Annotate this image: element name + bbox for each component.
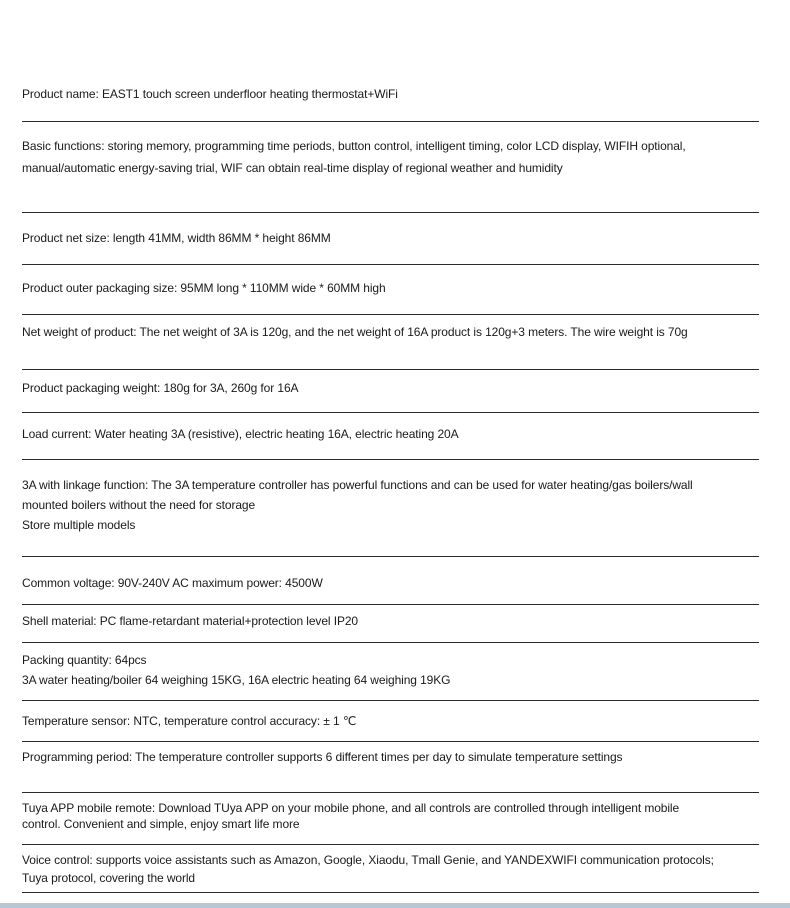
spec-line: Common voltage: 90V-240V AC maximum power: 4500W	[22, 576, 323, 590]
divider	[22, 369, 759, 370]
divider	[22, 121, 759, 122]
spec-line: Programming period: The temperature controller supports 6 different times per day to simulate temperature settings	[22, 750, 623, 764]
spec-line: Temperature sensor: NTC, temperature control accuracy: ± 1 ℃	[22, 714, 357, 728]
spec-net-size	[22, 228, 760, 248]
spec-line: Voice control: supports voice assistants such as Amazon, Google, Xiaodu, Tmall Genie, and YANDEXWIFI communication protocols;	[22, 853, 714, 867]
spec-line: Shell material: PC flame-retardant material+protection level IP20	[22, 614, 358, 628]
spec-packaging-size	[22, 278, 760, 298]
divider	[22, 604, 759, 605]
spec-line: control. Convenient and simple, enjoy smart life more	[22, 817, 300, 831]
spec-voice-control	[22, 848, 760, 888]
spec-net-weight	[22, 322, 760, 342]
spec-line: Load current: Water heating 3A (resistive), electric heating 16A, electric heating 20A	[22, 427, 459, 441]
spec-line: Packing quantity: 64pcs	[22, 653, 147, 667]
spec-voltage	[22, 573, 760, 593]
spec-line: Store multiple models	[22, 518, 136, 532]
divider	[22, 556, 759, 557]
spec-basic-functions	[22, 136, 760, 178]
divider	[22, 314, 759, 315]
spec-line: Product packaging weight: 180g for 3A, 260g for 16A	[22, 381, 299, 395]
spec-linkage-function	[22, 475, 760, 535]
spec-line: 3A water heating/boiler 64 weighing 15KG, 16A electric heating 64 weighing 19KG	[22, 673, 451, 687]
spec-line: mounted boilers without the need for storage	[22, 498, 256, 512]
spec-shell-material	[22, 611, 760, 631]
spec-packing-quantity	[22, 650, 760, 690]
spec-line: Net weight of product: The net weight of 3A is 120g, and the net weight of 16A product is 120g+3 meters. The wire weight is 70g	[22, 325, 688, 339]
divider	[22, 264, 759, 265]
divider	[22, 741, 759, 742]
divider	[22, 212, 759, 213]
spec-packaging-weight	[22, 378, 760, 398]
spec-programming-period	[22, 747, 760, 767]
spec-line: manual/automatic energy-saving trial, WIF can obtain real-time display of regional weather and humidity	[22, 161, 563, 175]
spec-line: Tuya protocol, covering the world	[22, 871, 196, 885]
spec-line: 3A with linkage function: The 3A temperature controller has powerful functions and can be used for water heating/gas boilers/wall	[22, 478, 693, 492]
spec-product-name	[22, 84, 760, 104]
spec-line: Basic functions: storing memory, programming time periods, button control, intelligent timing, color LCD display, WIFIH optional,	[22, 139, 686, 153]
divider	[22, 792, 759, 793]
divider	[22, 459, 759, 460]
spec-load-current	[22, 424, 760, 444]
spec-line: Product net size: length 41MM, width 86MM * height 86MM	[22, 231, 331, 245]
divider	[22, 642, 759, 643]
spec-line: Product outer packaging size: 95MM long * 110MM wide * 60MM high	[22, 281, 386, 295]
spec-line: Tuya APP mobile remote: Download TUya APP on your mobile phone, and all controls are controlled through intelligent mobile	[22, 801, 680, 815]
spec-line: Product name: EAST1 touch screen underfloor heating thermostat+WiFi	[22, 87, 398, 101]
divider	[22, 844, 759, 845]
divider	[22, 892, 759, 893]
divider	[22, 700, 759, 701]
bottom-edge-bar	[0, 903, 790, 908]
spec-temperature-sensor	[22, 711, 760, 731]
divider	[22, 412, 759, 413]
spec-tuya-app	[22, 800, 760, 832]
